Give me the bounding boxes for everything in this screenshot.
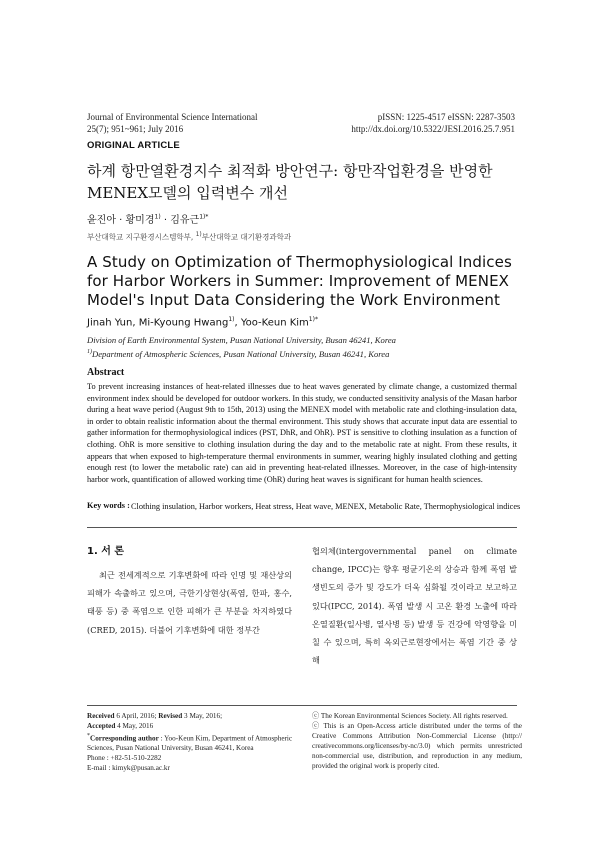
doi-link[interactable]: http://dx.doi.org/10.5322/JESI.2016.25.7.951 bbox=[351, 124, 515, 134]
korean-authors bbox=[87, 211, 208, 226]
abstract-heading: Abstract bbox=[87, 367, 125, 378]
journal-ids bbox=[351, 111, 515, 135]
section-heading-introduction: 1. 서 론 bbox=[87, 546, 125, 557]
english-title: A Study on Optimization of Thermophysiological Indices for Harbor Workers in Summer: Improvement of MENEX Model's Input Data Considering the Work Environment bbox=[87, 253, 512, 309]
journal-issue: 25(7); 951~961; July 2016 bbox=[87, 124, 184, 134]
korean-affil-b: 부산대학교 대기환경과학과 bbox=[201, 232, 292, 242]
phone-line: Phone : +82-51-510-2282 bbox=[87, 754, 162, 763]
english-author-sup2: 1)* bbox=[308, 316, 318, 323]
journal-header bbox=[87, 111, 257, 135]
received-label: Received bbox=[87, 712, 115, 720]
intro-right-column: 협의체(intergovernmental panel on climate change, IPCC)는 향후 평균기온의 상승과 함께 폭염 발생빈도의 증가 및 강도가 더욱 심화될 것이라고 보고하고 있다(IPCC, 2014). 폭염 발생 시 고온 환경 노출에 따라 온열질환(일사병, 열사병 등) 발생 등 건강에 악영향을 미칠 수 있으며, 특히 옥외근로현장에서는 폭염 기간 중 상해 bbox=[312, 546, 517, 666]
korean-title bbox=[87, 160, 527, 204]
english-affil2-sup: 1) bbox=[87, 349, 92, 355]
abstract-text: To prevent increasing instances of heat-related illnesses due to heat waves generated by climate change, a customized thermal environment index should be developed for outdoor workers. In this study, we conducted sensitivity analysis of the Masan harbor during a heat wave period (August 9th to 15th, 2013) using the MENEX model with metabolic rate and clothing-insulation data, in order to obtain realistic information about the thermal environment. This study shows that accurate input data are essential to gather information for thermophysiological indices (PST, DhR, and OhR). PST is sensitive to clothing insulation as a function of clothing. OhR is more sensitive to clothing insulation during the day and to the metabolic rate at night. From these results, it appears that when exposed to high-temperature thermal environments in summer, wearing highly insulated clothing and getting enough rest (to lower the metabolic rate) can aid in preventing heat-related illnesses. Moreover, in the case of high-intensity harbor work, quantification of allowed working time (OhR) during heat waves is significant for human health sciences. bbox=[87, 382, 517, 484]
article-type: ORIGINAL ARTICLE bbox=[87, 140, 180, 151]
corresponding-label: Corresponding author bbox=[90, 734, 159, 743]
journal-name: Journal of Environmental Science International bbox=[87, 112, 258, 122]
korean-affil-a: 부산대학교 지구환경시스템학부, bbox=[87, 232, 196, 242]
korean-author-sup2: 1)* bbox=[199, 213, 209, 221]
accepted-date: 4 May, 2016 bbox=[115, 722, 154, 730]
accepted-label: Accepted bbox=[87, 722, 116, 730]
english-author2: , Yoo-Keun Kim bbox=[234, 317, 309, 329]
keywords-text: Clothing insulation, Harbor workers, Heat stress, Heat wave, MENEX, Metabolic Rate, Thermophysiological indices bbox=[131, 502, 521, 511]
keywords-label: Key words : bbox=[87, 501, 130, 510]
korean-title-line1: 하계 항만열환경지수 최적화 방안연구: 항만작업환경을 반영한 bbox=[87, 162, 493, 180]
korean-author-last: · 김유근 bbox=[160, 215, 200, 226]
corresponding-text: : Yoo-Keun Kim, Department of Atmospheric Sciences, Pusan National University, Busan 46241, Korea bbox=[87, 734, 293, 753]
corresponding-author bbox=[87, 731, 297, 753]
license-text: ⓒ This is an Open-Access article distributed under the terms of the Creative Commons Attribution Non-Commercial License (http:// creativecommons.org/licenses/by-nc/3.0) which permits unrestricted non-commercial use, distribution, and reproduction in any medium, provided the original work is properly cited. bbox=[312, 722, 522, 770]
received-date: 6 April, 2016; bbox=[114, 712, 159, 720]
section-divider bbox=[87, 527, 517, 528]
revised-date: 3 May, 2016; bbox=[182, 712, 223, 720]
english-author-sup1: 1) bbox=[228, 316, 235, 323]
english-authors bbox=[87, 316, 318, 328]
accepted-line bbox=[87, 721, 297, 731]
intro-left-column: 최근 전세계적으로 기후변화에 따라 인명 및 재산상의 피해가 속출하고 있으며, 극한기상현상(폭염, 한파, 홍수, 태풍 등) 중 폭염으로 인한 피해가 큰 부분을 차지하였다(CRED, 2015). 더불어 기후변화에 대한 정부간 bbox=[87, 570, 292, 635]
korean-author-names: 윤진아 · 황미경 bbox=[87, 215, 155, 226]
footer-license bbox=[312, 711, 522, 771]
footer-article-info bbox=[87, 711, 297, 773]
issn-text: pISSN: 1225-4517 eISSN: 2287-3503 bbox=[377, 112, 515, 122]
korean-author-sup1: 1) bbox=[154, 213, 161, 221]
revised-label: Revised bbox=[158, 712, 183, 720]
korean-title-line2: MENEX모델의 입력변수 개선 bbox=[87, 184, 289, 202]
english-affiliation-1: Division of Earth Environmental System, Pusan National University, Busan 46241, Korea bbox=[87, 335, 396, 345]
english-affiliation-2 bbox=[87, 346, 389, 360]
received-line bbox=[87, 711, 297, 721]
english-affil2-text: Department of Atmospheric Sciences, Pusan National University, Busan 46241, Korea bbox=[92, 348, 390, 359]
korean-affiliation bbox=[87, 231, 291, 243]
copyright-line: ⓒ The Korean Environmental Sciences Society. All rights reserved. bbox=[312, 712, 508, 720]
english-author1: Jinah Yun, Mi-Kyoung Hwang bbox=[87, 317, 229, 329]
corresponding-sup: * bbox=[87, 733, 90, 739]
footer-divider bbox=[87, 705, 517, 706]
korean-affil-sup: 1) bbox=[195, 231, 202, 238]
email-line[interactable]: E-mail : kimyk@pusan.ac.kr bbox=[87, 764, 170, 773]
